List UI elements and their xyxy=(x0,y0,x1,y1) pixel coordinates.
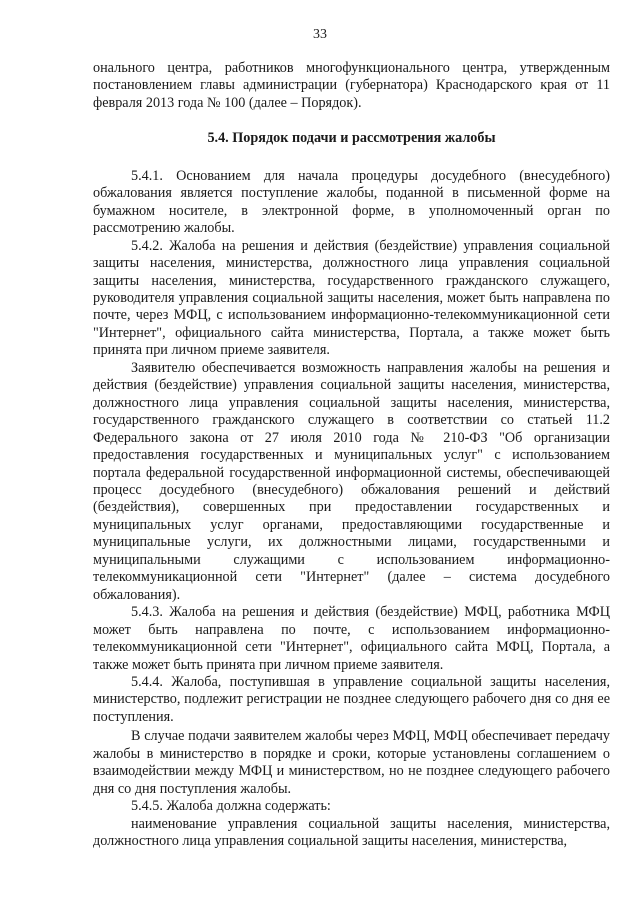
section-heading: 5.4. Порядок подачи и рассмотрения жалобы xyxy=(207,130,496,147)
document-body xyxy=(93,60,610,850)
paragraph-mfc-transfer: В случае подачи заявителем жалобы через МФЦ, МФЦ обеспечивает передачу жалобы в министерство в порядке и сроки, которые установлены соглашением о взаимодействии между МФЦ и министерством, но не позднее следующего рабочего дня со дня поступления жалобы. xyxy=(93,728,610,797)
paragraph-5-4-3: 5.4.3. Жалоба на решения и действия (бездействие) МФЦ, работника МФЦ может быть направлена по почте, с использованием информационно-телекоммуникационной сети "Интернет", официального сайта МФЦ, Портала, а также может быть принята при личном приеме заявителя. xyxy=(93,604,610,673)
page-number: 33 xyxy=(313,27,327,42)
paragraph-5-4-4: 5.4.4. Жалоба, поступившая в управление социальной защиты населения, министерство, подлежит регистрации не позднее следующего рабочего дня со дня ее поступления. xyxy=(93,673,610,725)
intro-paragraph: онального центра, работников многофункционального центра, утвержденным постановлением главы администрации (губернатора) Краснодарского края от 11 февраля 2013 года № 100 (далее – Порядок). xyxy=(93,60,610,111)
paragraph-5-4-2: 5.4.2. Жалоба на решения и действия (бездействие) управления социальной защиты населения, министерства, должностного лица управления социальной защиты населения, министерства, государственного гражданского служащего, руководителя управления социальной защиты населения, может быть направлена по почте, через МФЦ, с использованием информационно-телекоммуникационной сети "Интернет", официального сайта министерства, Портала, а также может быть принята при личном приеме заявителя. xyxy=(93,237,610,359)
paragraph-applicant-rights: Заявителю обеспечивается возможность направления жалобы на решения и действия (бездействие) управления социальной защиты населения, министерства, должностного лица управления социальной защиты населения, министерства, государственного гражданского служащего в соответствии со статьей 11.2 Федерального закона от 27 июля 2010 года № 210-ФЗ "Об организации предоставления государственных и муниципальных услуг" с использованием портала федеральной государственной информационной системы, обеспечивающей процесс досудебного (внесудебного) обжалования решений и действий (бездействия), совершенных при предоставлении государственных и муниципальных услуг органами, предоставляющими государственные и муниципальные услуги, их должностными лицами, государственными и муниципальными служащими с использованием информационно-телекоммуникационной сети "Интернет" (далее – система досудебного обжалования). xyxy=(93,359,610,603)
paragraph-5-4-5: 5.4.5. Жалоба должна содержать: xyxy=(131,798,331,815)
paragraph-5-4-1: 5.4.1. Основанием для начала процедуры досудебного (внесудебного) обжалования является поступление жалобы, поданной в письменной форме на бумажном носителе, в электронной форме, в уполномоченный орган по рассмотрению жалобы. xyxy=(93,167,610,237)
paragraph-content-requirements: наименование управления социальной защиты населения, министерства, должностного лица управления социальной защиты населения, министерства, xyxy=(93,815,610,850)
